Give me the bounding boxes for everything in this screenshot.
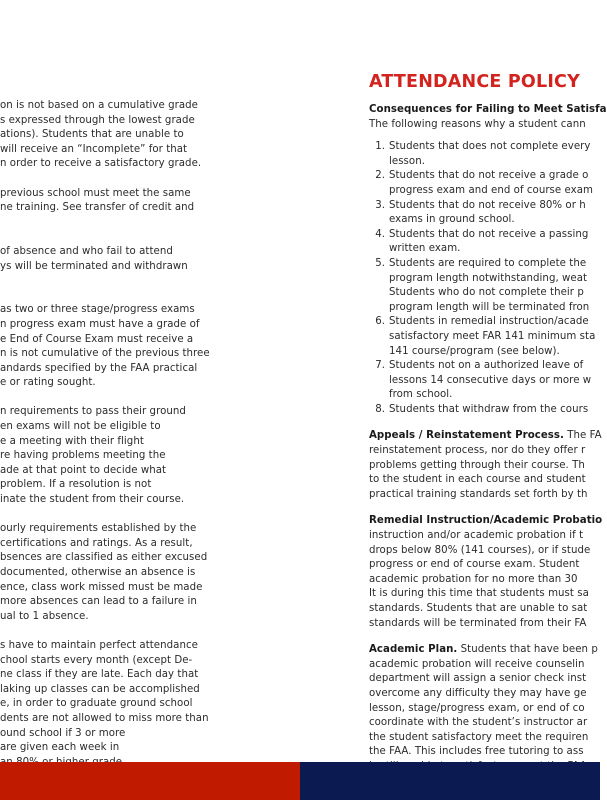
text-line: drops below 80% (141 courses), or if stude [369,544,591,556]
text-line: overcome any difficulty they may have ge [369,687,587,699]
consequences-section [369,103,607,417]
list-item-number: 3. [375,199,385,211]
list-item [369,257,600,315]
text-line: documented, otherwise an absence is [0,567,196,578]
list-item [369,315,600,359]
text-line: will receive an “Incomplete” for that [0,143,188,155]
academic-plan-heading: Academic Plan. [369,644,458,656]
list-item [369,228,600,257]
text-line: ual to 1 absence. [0,610,89,622]
list-item [369,359,600,403]
text-line: n progress exam must have a grade of [0,318,200,330]
list-item [369,403,600,418]
text-line: lesson, stage/progress exam, or end of co [369,702,585,714]
text-line: previous school must meet the same [0,187,191,199]
text-line: n requirements to pass their ground [0,406,186,418]
text-line: e, in order to graduate ground school [0,698,193,710]
list-item-line: Students that does not complete every [389,141,591,153]
list-item-line: Students are required to complete the [389,257,587,269]
list-item [369,169,600,198]
list-item [369,140,600,169]
left-paragraph [0,99,300,172]
text-line: s have to maintain perfect attendance [0,639,198,651]
text-line: as two or three stage/progress exams [0,304,195,316]
left-page-column [0,99,300,754]
text-line: certifications and ratings. As a result, [0,537,193,549]
list-item-line: Students who do not complete their p [389,287,584,299]
text-line: more absences can lead to a failure in [0,596,197,608]
left-paragraph [0,187,300,231]
list-item-number: 4. [375,228,385,240]
list-item-line: lessons 14 consecutive days or more w [389,374,592,386]
text-line: ade at that point to decide what [0,464,167,476]
list-item-line: 141 course/program (see below). [389,345,560,357]
list-item [369,199,600,228]
text-line: re having problems meeting the [0,450,166,462]
text-line [0,274,300,289]
consequences-heading: Consequences for Failing to Meet Satisfa [369,104,607,115]
text-line: reinstatement process, nor do they offer r [369,445,586,457]
appeals-text-start: The FA [563,430,602,442]
list-item-line: program length notwithstanding, weat [389,272,588,284]
academic-plan-text-start: Students that have been p [457,644,598,656]
text-line [0,216,300,231]
text-line: ourly requirements established by the [0,523,197,535]
text-line: ne class if they are late. Each day that [0,669,199,681]
text-line: chool starts every month (except De- [0,654,193,666]
page-title: ATTENDANCE POLICY [369,72,580,92]
list-item-number: 1. [375,141,385,153]
footer-red-band [0,762,300,800]
list-item-line: Students that withdraw from the cours [389,403,589,415]
left-paragraph [0,405,300,507]
list-item-number: 5. [375,257,385,269]
list-item-line: progress exam and end of course exam [389,184,594,196]
list-item-number: 7. [375,360,385,372]
list-item-line: Students not on a authorized leave of [389,360,584,372]
text-line: on is not based on a cumulative grade [0,100,198,111]
text-line: of absence and who fail to attend [0,245,173,257]
list-item-line: exams in ground school. [389,214,515,226]
text-line: n is not cumulative of the previous three [0,348,210,360]
list-item-line: Students that do not receive a passing [389,228,589,240]
right-page-column [369,72,607,758]
text-line: standards will be terminated from their FA [369,617,587,629]
footer-navy-band [300,762,600,800]
list-item-line: lesson. [389,155,425,167]
text-line: problem. If a resolution is not [0,479,152,491]
list-item-line: Students that do not receive a grade o [389,170,589,182]
left-paragraph [0,522,300,624]
text-line: are given each week in [0,742,120,754]
text-line: laking up classes can be accomplished [0,683,200,695]
text-line: e a meeting with their flight [0,435,144,447]
text-line: to the student in each course and student [369,474,586,486]
text-line: progress or end of course exam. Student [369,559,580,571]
list-item-number: 6. [375,316,385,328]
list-item-line: from school. [389,389,453,401]
remedial-heading: Remedial Instruction/Academic Probatio [369,515,603,527]
list-item-line: program length will be terminated fron [389,301,590,313]
text-line: e or rating sought. [0,377,96,389]
list-item-line: Students in remedial instruction/acade [389,316,589,328]
text-line: bsences are classified as either excused [0,552,208,564]
text-line: academic probation will receive counselin [369,658,585,670]
appeals-heading: Appeals / Reinstatement Process. [369,430,564,442]
text-line: instruction and/or academic probation if t [369,530,584,542]
text-line: inate the student from their course. [0,494,185,506]
list-item-number: 2. [375,170,385,182]
text-line: andards specified by the FAA practical [0,362,198,374]
consequences-list [369,140,600,417]
text-line: standards. Students that are unable to sat [369,603,588,614]
consequences-intro: The following reasons why a student cann [369,118,586,130]
text-line: ations). Students that are unable to [0,129,184,141]
text-line: e End of Course Exam must receive a [0,333,194,345]
text-line: dents are not allowed to miss more than [0,712,209,724]
text-line: the FAA. This includes free tutoring to ass [369,746,584,758]
text-line: en exams will not be eligible to [0,421,161,433]
text-line: ne training. See transfer of credit and [0,202,195,214]
remedial-section [369,514,603,631]
text-line: department will assign a senior check inst [369,673,587,685]
list-item-line: written exam. [389,243,461,255]
text-line: problems getting through their course. Th [369,459,585,471]
text-line: coordinate with the student’s instructor ar [369,717,588,729]
text-line: n order to receive a satisfactory grade. [0,158,202,170]
text-line: ence, class work missed must be made [0,581,203,593]
list-item-number: 8. [375,403,385,415]
text-line: ound school if 3 or more [0,727,126,739]
text-line: the student satisfactory meet the requiren [369,731,589,743]
text-line: It is during this time that students must sa [369,588,589,600]
text-line: academic probation for no more than 30 [369,573,578,585]
appeals-section [369,429,600,502]
list-item-line: Students that do not receive 80% or h [389,199,586,211]
left-paragraph [0,303,300,391]
text-line: ys will be terminated and withdrawn [0,260,188,272]
text-line: s expressed through the lowest grade [0,114,195,126]
list-item-line: satisfactory meet FAR 141 minimum sta [389,330,596,342]
left-paragraph [0,245,300,289]
text-line: practical training standards set forth by th [369,488,588,500]
